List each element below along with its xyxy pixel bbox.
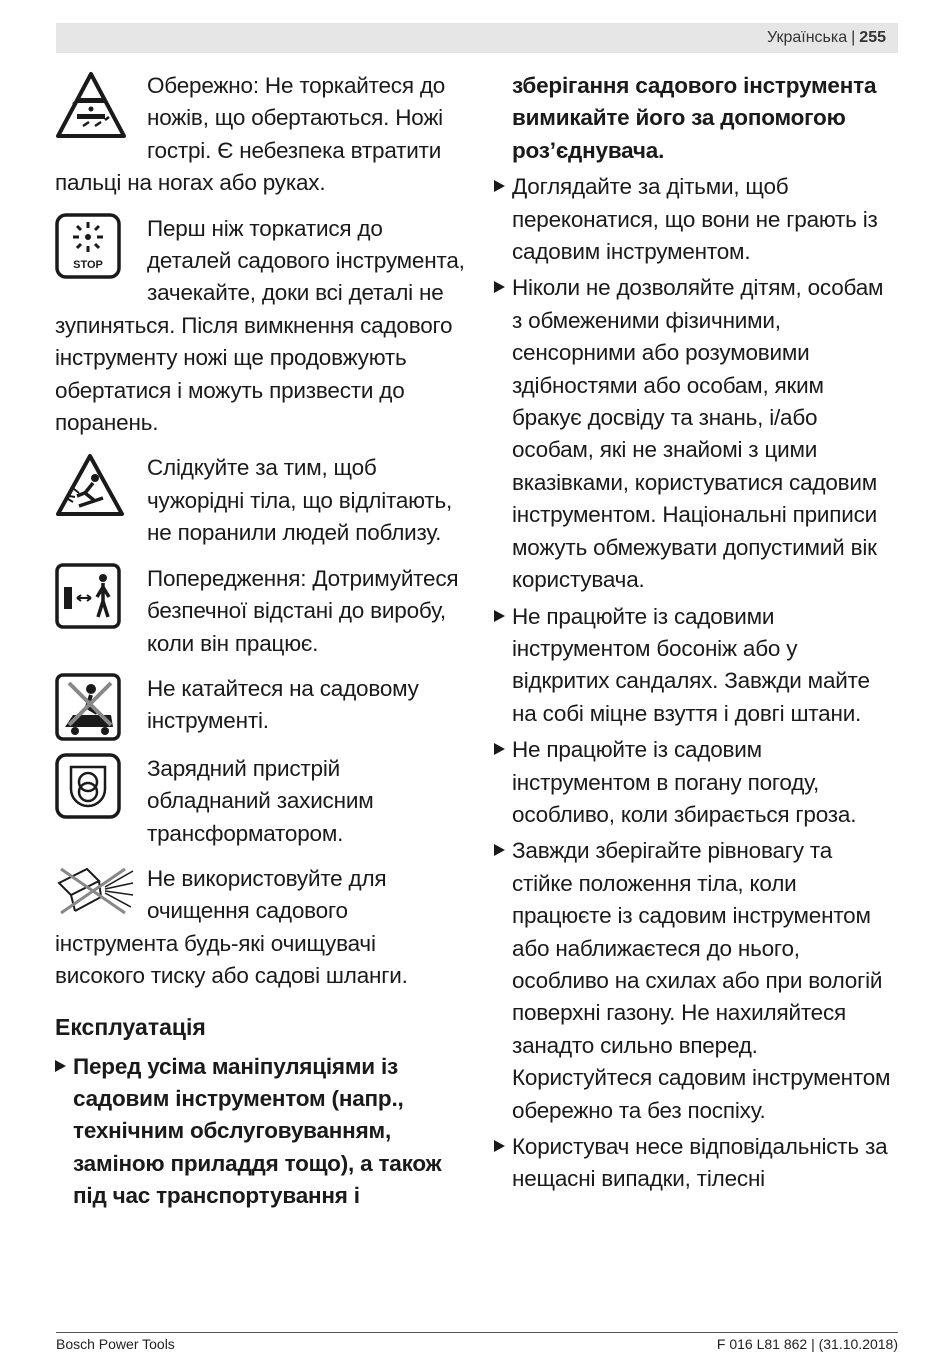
footer-doc-id: F 016 L81 862 | (31.10.2018) bbox=[716, 1336, 898, 1352]
header-language: Українська bbox=[767, 29, 848, 46]
section-title: Експлуатація bbox=[55, 1013, 206, 1040]
warning-text: Не використовуйте для очищення садового інструмента будь-які очищувачі високого тиску або садові шланги. bbox=[55, 865, 408, 989]
bullet-item bbox=[494, 1131, 898, 1196]
warning-block-rotating-blades bbox=[55, 70, 465, 200]
bullet-text: Перед усіма маніпуляціями із садовим інструментом (напр., технічним обслуговуванням, заміною приладдя тощо), а також під час транспортування і bbox=[73, 1053, 442, 1209]
wait-until-stop-icon bbox=[55, 213, 147, 305]
bullet-text: Завжди зберігайте рівновагу та стійке положення тіла, коли працюєте із садовим інструментом або наближаєтеся до нього, особливо на схилах або при вологій поверхні газону. Не нахиляйтеся занадто сильно вперед. Користуйтеся садовим інструментом обережно та без поспіху. bbox=[512, 838, 891, 1123]
warning-block-no-riding bbox=[55, 673, 465, 743]
bullet-text: зберігання садового інструмента вимикайте його за допомогою роз’єднувача. bbox=[512, 73, 877, 163]
no-pressure-washer-icon bbox=[55, 863, 147, 927]
warning-text: Попередження: Дотримуйтеся безпечної відстані до виробу, коли він працює. bbox=[147, 565, 459, 656]
warning-text: Слідкуйте за тим, щоб чужорідні тіла, що відлітають, не поранили людей поблизу. bbox=[147, 455, 453, 546]
safety-distance-icon bbox=[55, 563, 147, 655]
footer-divider bbox=[56, 1332, 898, 1333]
rotating-blades-warning-icon bbox=[55, 70, 147, 162]
left-column bbox=[55, 70, 465, 1213]
bullet-item bbox=[494, 171, 898, 268]
bullet-item bbox=[494, 272, 898, 596]
no-riding-icon bbox=[55, 673, 147, 743]
bullet-arrow-icon bbox=[494, 743, 505, 755]
footer-brand: Bosch Power Tools bbox=[56, 1336, 175, 1352]
right-column bbox=[494, 70, 898, 1200]
stop-label: STOP bbox=[73, 258, 103, 271]
bullet-arrow-icon bbox=[494, 844, 505, 856]
bold-bullet-item bbox=[55, 1051, 465, 1213]
header-text bbox=[767, 29, 886, 47]
warning-block-wait-stop bbox=[55, 213, 465, 440]
warning-block-thrown-objects bbox=[55, 452, 465, 549]
bullet-arrow-icon bbox=[494, 1140, 505, 1152]
bullet-text: Не працюйте із садовим інструментом в погану погоду, особливо, коли збирається гроза. bbox=[512, 737, 857, 827]
warning-block-no-pressure-washer bbox=[55, 863, 465, 993]
warning-text: Не катайтеся на садовому інструменті. bbox=[147, 675, 419, 734]
info-block-transformer bbox=[55, 753, 465, 853]
bullet-arrow-icon bbox=[55, 1060, 66, 1072]
bullet-item bbox=[494, 601, 898, 731]
bullet-text: Користувач несе відповідальність за нещасні випадки, тілесні bbox=[512, 1134, 888, 1192]
bullet-text: Не працюйте із садовими інструментом босоніж або у відкритих сандалях. Завжди майте на собі міцне взуття і довгі штани. bbox=[512, 603, 870, 726]
info-text: Зарядний пристрій обладнаний захисним трансформатором. bbox=[147, 755, 374, 846]
warning-block-safety-distance bbox=[55, 563, 465, 660]
header-separator: | bbox=[851, 29, 856, 46]
safety-transformer-icon bbox=[55, 753, 147, 853]
bold-bullet-continuation bbox=[494, 70, 898, 167]
bullet-arrow-icon bbox=[494, 610, 505, 622]
bullet-text: Доглядайте за дітьми, щоб переконатися, що вони не грають із садовим інструментом. bbox=[512, 174, 878, 265]
page-header bbox=[56, 23, 898, 53]
thrown-objects-warning-icon bbox=[55, 452, 147, 544]
bullet-arrow-icon bbox=[494, 180, 505, 192]
bullet-item bbox=[494, 734, 898, 831]
page-number: 255 bbox=[859, 29, 886, 46]
warning-text: Обережно: Не торкайтеся до ножів, що обертаються. Ножі гострі. Є небезпека втратити пальці на ногах або руках. bbox=[55, 73, 446, 196]
bullet-text: Ніколи не дозволяйте дітям, особам з обмеженими фізичними, сенсорними або розумовими здібностями або особам, яким бракує досвіду та знань, і/або особам, які не знайомі з цими вказівками, користуватися садовим інструментом. Національні приписи можуть обмежувати допустимий вік користувача. bbox=[512, 275, 884, 593]
bullet-arrow-icon bbox=[494, 281, 505, 293]
warning-text: Перш ніж торкатися до деталей садового інструмента, зачекайте, доки всі деталі не зупиняться. Після вимкнення садового інструменту ножі ще продовжують обертатися і можуть призвести до поранень. bbox=[55, 215, 465, 436]
bullet-item bbox=[494, 835, 898, 1127]
